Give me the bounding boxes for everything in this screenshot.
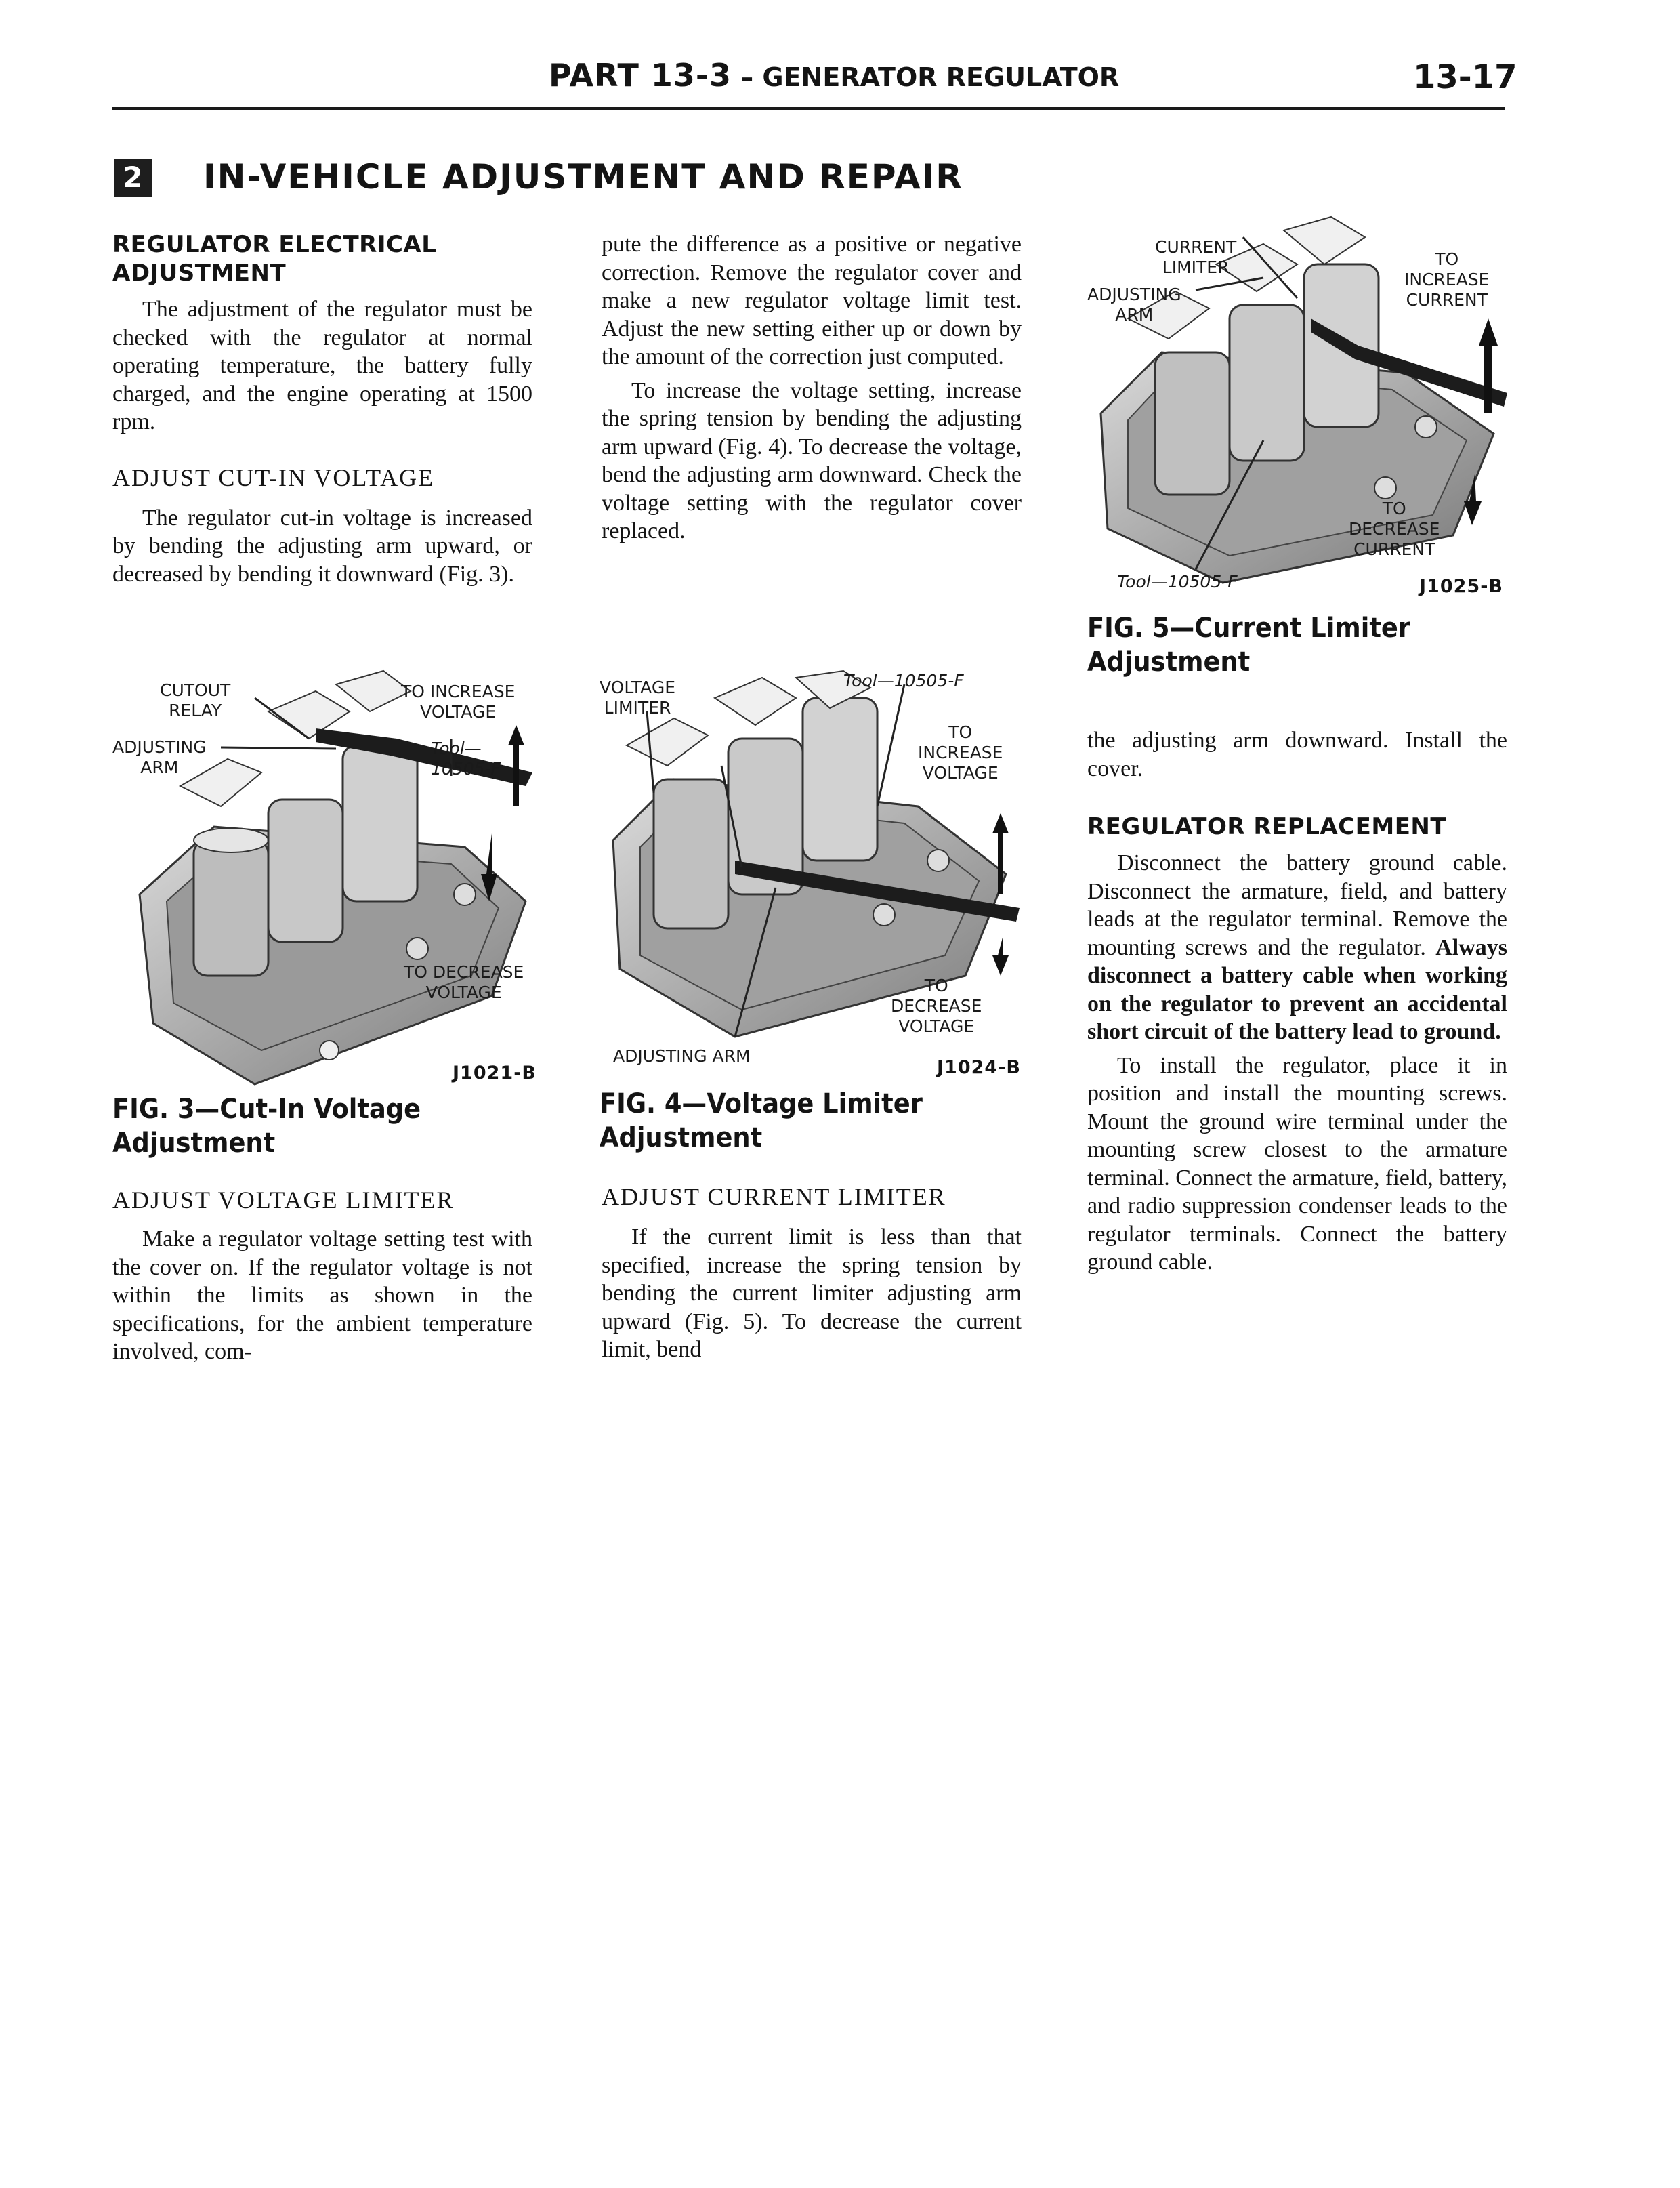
section-title: IN-VEHICLE ADJUSTMENT AND REPAIR (203, 157, 963, 197)
column-3-text (1087, 726, 1507, 1277)
figure-code: J1025-B (1419, 576, 1503, 597)
figure-4 (600, 671, 1033, 1084)
column-2-bottom (602, 1182, 1022, 1364)
paragraph: If the current limit is less than that specified, increase the spring tension by bending the current limiter adjusting arm upward (Fig. 5). To decrease the current limit, bend (602, 1224, 1022, 1362)
section-number-badge: 2 (114, 159, 152, 197)
heading-regulator-replacement: REGULATOR REPLACEMENT (1087, 813, 1447, 840)
paragraph: The regulator cut-in voltage is increased by bending the adjusting arm upward, or decreased by bending it downward (Fig. 3). (112, 505, 532, 587)
label-adjusting-arm: ADJUSTING ARM (1087, 285, 1181, 325)
label-to-increase-voltage: TO INCREASE VOLTAGE (401, 682, 516, 722)
regulator-illustration-fig3 (112, 671, 546, 1091)
heading-adjust-current-limiter: ADJUST CURRENT LIMITER (602, 1183, 946, 1210)
label-to-decrease-voltage: TO DECREASE VOLTAGE (404, 962, 524, 1002)
label-to-decrease-current: TO DECREASE CURRENT (1349, 499, 1440, 559)
label-current-limiter: CURRENT LIMITER (1155, 237, 1237, 277)
header-rule (112, 107, 1505, 110)
heading-adjust-voltage-limiter: ADJUST VOLTAGE LIMITER (112, 1186, 455, 1214)
paragraph: The adjustment of the regulator must be checked with the regulator at normal operating temperature, the battery fully charged, and the engine operating at 1500 rpm. (112, 297, 532, 434)
figure-3 (112, 671, 546, 1091)
column-1-top (112, 230, 532, 588)
figure-code: J1021-B (453, 1062, 537, 1083)
warning-text: Always disconnect a battery cable when working on the regulator to prevent an accidental short circuit of the battery lead to ground. (1087, 934, 1507, 1044)
label-adjusting-arm: ADJUSTING ARM (112, 737, 207, 777)
figure-4-caption: FIG. 4—Voltage Limiter Adjustment (600, 1088, 923, 1153)
label-tool: Tool— 10505-F (431, 739, 501, 779)
column-2-top (602, 230, 1022, 545)
paragraph: pute the difference as a positive or negative correction. Remove the regulator cover and make a new regulator voltage limit test. Adjust the new setting either up or down by the amount of the correction just computed. To increase the voltage setting, increase the spring tension by bending the adjusting arm upward (Fig. 4). To decrease the voltage, bend the adjusting arm downward. Check the voltage setting with the regulator cover replaced. (602, 232, 1022, 543)
figure-code: J1024-B (937, 1057, 1021, 1078)
header-subtitle: – GENERATOR REGULATOR (731, 62, 1120, 92)
figure-5-caption: FIG. 5—Current Limiter Adjustment (1087, 613, 1411, 678)
label-to-increase-voltage: TO INCREASE VOLTAGE (918, 722, 1003, 783)
header-part: PART 13-3 (549, 57, 732, 94)
label-to-increase-current: TO INCREASE CURRENT (1404, 249, 1490, 310)
heading-adjust-cut-in-voltage: ADJUST CUT-IN VOLTAGE (112, 463, 435, 491)
paragraph: Make a regulator voltage setting test with the cover on. If the regulator voltage is not within the limits as shown in the specifications, for the ambient temperature involved, com- (112, 1226, 532, 1364)
paragraph: the adjusting arm downward. Install the cover. (1087, 728, 1507, 781)
figure-5 (1087, 217, 1507, 610)
label-tool: Tool—10505-F (843, 671, 964, 690)
paragraph: Disconnect the battery ground cable. Disconnect the armature, field, and battery leads at the regulator terminal. Remove the mounting screws and the regulator. Always disconnect a battery cable when working on the regulator to prevent an accidental short circuit of the battery lead to ground. To install the regulator, place it in position and install the mounting screws. Mount the ground wire terminal under the mounting screw closest to the armature terminal. Connect the armature, field, battery, and radio suppression condenser leads to the regulator terminals. Connect the battery ground cable. (1087, 850, 1507, 1275)
label-cutout-relay: CUTOUT RELAY (160, 680, 231, 720)
label-to-decrease-voltage: TO DECREASE VOLTAGE (891, 976, 982, 1036)
page-number: 13-17 (1413, 58, 1517, 96)
running-header-title (549, 57, 1119, 94)
label-tool: Tool—10505-F (1117, 572, 1238, 592)
label-adjusting-arm: ADJUSTING ARM (613, 1046, 751, 1066)
heading-regulator-electrical-adjustment: REGULATOR ELECTRICAL ADJUSTMENT (112, 231, 437, 287)
figure-3-caption: FIG. 3—Cut-In Voltage Adjustment (112, 1094, 421, 1159)
label-voltage-limiter: VOLTAGE LIMITER (600, 678, 675, 718)
column-1-bottom (112, 1186, 532, 1366)
